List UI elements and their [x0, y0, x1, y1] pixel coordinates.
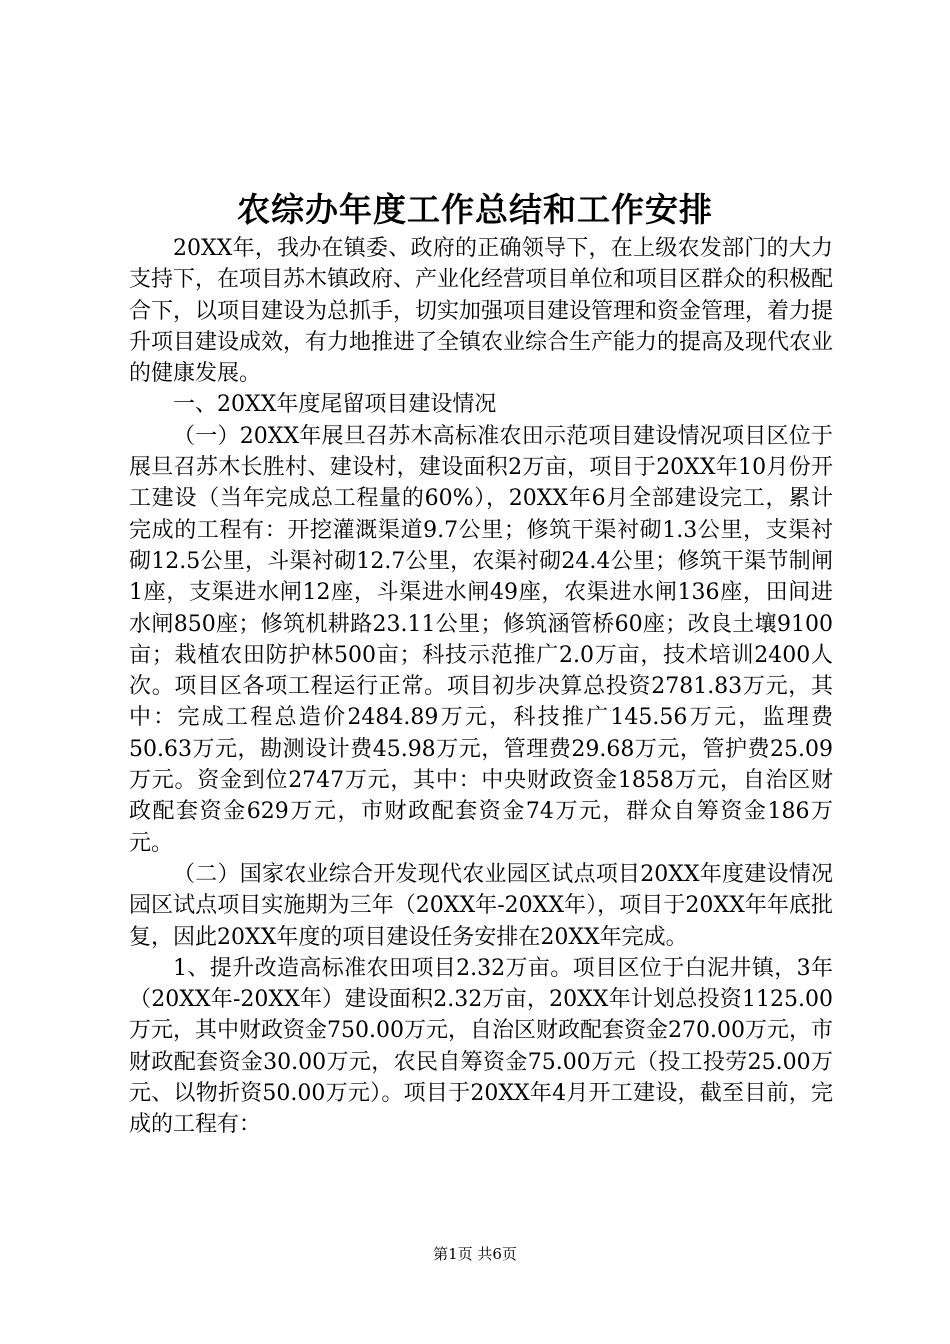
document-title: 农综办年度工作总结和工作安排 [237, 190, 713, 229]
subsection-2-paragraph: （二）国家农业综合开发现代农业园区试点项目20XX年度建设情况园区试点项目实施期为三年（20XX年-20XX年），项目于20XX年年底批复，因此20XX年度的项目建设任务安排在20XX年完成。 [129, 861, 833, 950]
intro-paragraph: 20XX年，我办在镇委、政府的正确领导下，在上级农发部门的大力支持下，在项目苏木镇政府、产业化经营项目单位和项目区群众的积极配合下，以项目建设为总抓手，切实加强项目建设管理和资金管理，着力提升项目建设成效，有力地推进了全镇农业综合生产能力的提高及现代农业的健康发展。 [129, 236, 834, 387]
section-heading: 一、20XX年度尾留项目建设情况 [173, 392, 497, 418]
item-1-paragraph: 1、提升改造高标准农田项目2.32万亩。项目区位于白泥井镇，3年（20XX年-20XX年）建设面积2.32万亩，20XX年计划总投资1125.00万元，其中财政资金750.00万元，自治区财政配套资金270.00万元，市财政配套资金30.00万元，农民自筹资金75.00万元（投工投劳25.00万元、以物折资50.00万元）。项目于20XX年4月开工建设，截至目前，完成的工程有： [129, 955, 833, 1138]
page-number-footer: 第1页 共6页 [433, 1245, 517, 1263]
subsection-1-paragraph: （一）20XX年展旦召苏木高标准农田示范项目建设情况项目区位于展旦召苏木长胜村、建设村，建设面积2万亩，项目于20XX年10月份开工建设（当年完成总工程量的60%），20XX年6月全部建设完工，累计完成的工程有：开挖灌溉渠道9.7公里；修筑干渠衬砌1.3公里，支渠衬砌12.5公里，斗渠衬砌12.7公里，农渠衬砌24.4公里；修筑干渠节制闸1座，支渠进水闸12座，斗渠进水闸49座，农渠进水闸136座，田间进水闸850座；修筑机耕路23.11公里；修筑涵管桥60座；改良土壤9100亩；栽植农田防护林500亩；科技示范推广2.0万亩，技术培训2400人次。项目区各项工程运行正常。项目初步决算总投资2781.83万元，其中：完成工程总造价2484.89万元，科技推广145.56万元，监理费50.63万元，勘测设计费45.98万元，管理费29.68万元，管护费25.09万元。资金到位2747万元，其中：中央财政资金1858万元，自治区财政配套资金629万元，市财政配套资金74万元，群众自筹资金186万元。 [129, 423, 833, 856]
document-body [129, 233, 833, 1141]
